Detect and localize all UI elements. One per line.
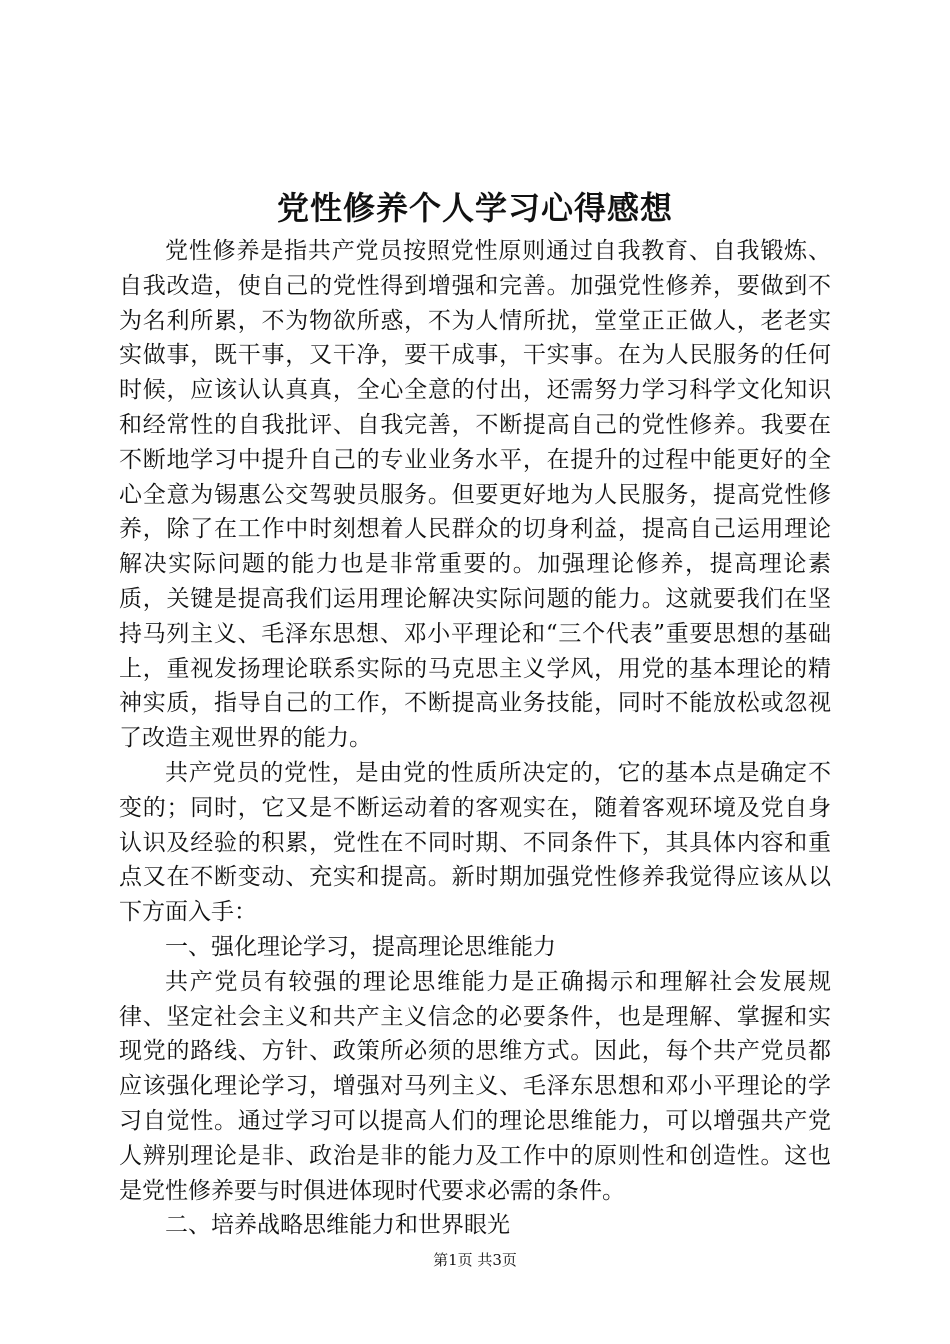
document-title: 党性修养个人学习心得感想 bbox=[276, 189, 673, 227]
page-footer: 第1页 共3页 bbox=[433, 1251, 517, 1269]
document-body bbox=[119, 234, 831, 1243]
section-heading-1: 一、强化理论学习，提高理论思维能力 bbox=[165, 933, 556, 960]
paragraph-theory-study: 共产党员有较强的理论思维能力是正确揭示和理解社会发展规律、坚定社会主义和共产主义信念的必要条件，也是理解、掌握和实现党的路线、方针、政策所必须的思维方式。因此，每个共产党员都应该强化理论学习，增强对马列主义、毛泽东思想和邓小平理论的学习自觉性。通过学习可以提高人们的理论思维能力，可以增强共产党人辨别理论是非、政治是非的能力及工作中的原则性和创造性。这也是党性修养要与时俱进体现时代要求必需的条件。 bbox=[119, 968, 831, 1204]
paragraph-party-nature: 共产党员的党性，是由党的性质所决定的，它的基本点是确定不变的；同时，它又是不断运动着的客观实在，随着客观环境及党自身认识及经验的积累，党性在不同时期、不同条件下，其具体内容和重点又在不断变动、充实和提高。新时期加强党性修养我觉得应该从以下方面入手： bbox=[119, 759, 831, 926]
section-heading-2: 二、培养战略思维能力和世界眼光 bbox=[165, 1212, 510, 1239]
paragraph-intro: 党性修养是指共产党员按照党性原则通过自我教育、自我锻炼、自我改造，使自己的党性得到增强和完善。加强党性修养，要做到不为名利所累，不为物欲所惑，不为人情所扰，堂堂正正做人，老老实实做事，既干事，又干净，要干成事，干实事。在为人民服务的任何时候，应该认认真真，全心全意的付出，还需努力学习科学文化知识和经常性的自我批评、自我完善，不断提高自己的党性修养。我要在不断地学习中提升自己的专业业务水平，在提升的过程中能更好的全心全意为锡惠公交驾驶员服务。但要更好地为人民服务，提高党性修养，除了在工作中时刻想着人民群众的切身利益，提高自己运用理论解决实际问题的能力也是非常重要的。加强理论修养，提高理论素质，关键是提高我们运用理论解决实际问题的能力。这就要我们在坚持马列主义、毛泽东思想、邓小平理论和“三个代表”重要思想的基础上，重视发扬理论联系实际的马克思主义学风，用党的基本理论的精神实质，指导自己的工作，不断提高业务技能，同时不能放松或忽视了改造主观世界的能力。 bbox=[119, 238, 831, 752]
